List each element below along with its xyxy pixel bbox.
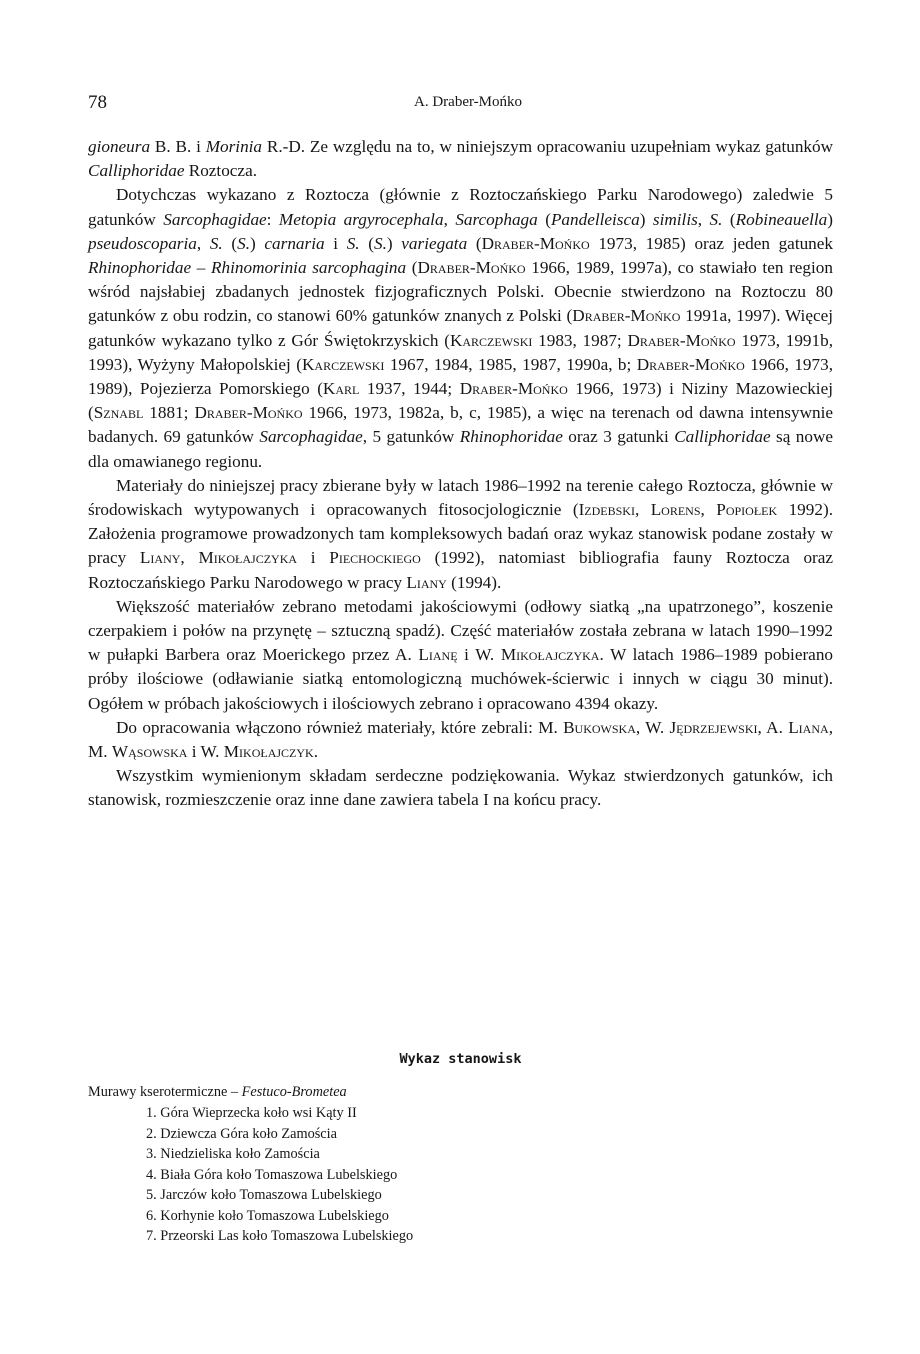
text-run: , M. (88, 717, 833, 762)
paragraph-3 (88, 474, 833, 595)
text-run: Materiały do niniejszej pracy zbierane były w latach 1986–1992 na terenie całego Roztocza, głównie w środowiskach wytypowanych i opracowanych fitosocjologicznie ( (88, 475, 833, 520)
text-run: , A. (757, 717, 789, 737)
text-run: : (266, 209, 279, 229)
text-run: , (697, 209, 710, 229)
list-item: 4. Biała Góra koło Tomaszowa Lubelskiego (146, 1166, 398, 1183)
paragraph-5 (88, 716, 833, 764)
text-run: ) (386, 233, 402, 253)
taxon-name: Sarcophagidae (163, 209, 267, 229)
text-run: . W latach 1986–1989 pobierano próby ilościowe (odławianie siatką entomologiczną muchówek-ścierwic i innych w ciągu 30 minut). Ogółem w próbach jakościowych i ilościowych zebrano i opracowano 4394 okazy. (88, 645, 834, 713)
section-title: Wykaz stanowisk (399, 1051, 522, 1067)
text-run: i (297, 548, 330, 568)
taxon-name: Robineauella (735, 209, 828, 229)
list-item: 5. Jarczów koło Tomaszowa Lubelskiego (146, 1187, 382, 1203)
text-run: ) (250, 233, 265, 253)
collector-name: Liana (788, 717, 829, 737)
sites-heading-text: Murawy kserotermiczne – (88, 1084, 242, 1100)
citation-author: Karl (322, 379, 360, 399)
text-run: Dotychczas wykazano z Roztocza (głównie z Roztoczańskiego Parku Narodowego) zaledwie 5 gatunków (88, 185, 833, 229)
citation-author: Lianę (418, 645, 458, 665)
text-run: ( (722, 209, 736, 229)
main-text (88, 135, 833, 813)
taxon-name: Rhinophoridae (88, 258, 192, 278)
citation-author: Izdebski (578, 500, 635, 520)
sites-heading (88, 1082, 833, 1103)
text-run: , (180, 548, 199, 568)
citation-author: Draber-Mońko (459, 379, 568, 399)
taxon-name: S. (346, 233, 360, 253)
citation-author: Draber-Mońko (481, 233, 590, 253)
citation-author: Popiołek (716, 500, 778, 520)
taxon-name: Calliphoridae (88, 161, 185, 181)
text-run: Do opracowania włączono również materiały, które zebrali: M. (116, 717, 564, 737)
list-item: 7. Przeorski Las koło Tomaszowa Lubelskiego (146, 1228, 414, 1244)
paragraph-6 (88, 764, 833, 812)
paragraph-1 (88, 135, 833, 183)
citation-author: Liany (406, 572, 447, 592)
text-run: oraz 3 gatunki (562, 427, 675, 447)
page-header (88, 92, 833, 118)
paragraph-4 (88, 595, 833, 716)
citation-author: Lorens (650, 500, 701, 520)
text-run: ( (467, 233, 482, 253)
sites-section (88, 1082, 833, 1247)
taxon-name: Morinia (205, 137, 263, 156)
taxon-name: Calliphoridae (674, 427, 771, 447)
citation-author: Liany (139, 548, 181, 568)
text-run: i W. (187, 742, 224, 762)
text-run: 1966, 1973, 1989), Pojezierza Pomorskiego ( (88, 354, 833, 399)
collector-name: Bukowska (563, 717, 636, 737)
text-run: Większość materiałów zebrano metodami jakościowymi (odłowy siatką „na upatrzonego”, koszenie czerpakiem i połów na przynętę – sztuczną spadź). Część materiałów została zebrana w latach 1990–1992 w pułapki Barbera oraz Moerickego przez A. (88, 596, 833, 665)
taxon-name: carnaria (264, 233, 325, 253)
taxon-name: S. (374, 233, 387, 253)
paragraph-2 (88, 183, 833, 473)
list-item: 1. Góra Wieprzecka koło wsi Kąty II (146, 1105, 357, 1121)
text-run: . (313, 742, 318, 762)
text-run: i W. (457, 645, 501, 665)
text-run: , (700, 500, 717, 520)
text-run: są nowe dla omawianego regionu. (88, 427, 834, 471)
taxon-name: pseudoscoparia (88, 233, 197, 253)
text-run: 1973, 1985) oraz jeden gatunek (589, 233, 833, 253)
taxon-name: Sarcophaga (455, 209, 538, 229)
text-run: i (324, 233, 347, 253)
text-run: ( (222, 233, 238, 253)
sites-list (88, 1103, 833, 1247)
taxon-name: Rhinomorinia sarcophagina (211, 258, 407, 278)
text-run: (1992), natomiast bibliografia fauny Roztocza oraz Roztoczańskiego Parku Narodowego w pracy (88, 548, 834, 592)
citation-author: Sznabl (93, 403, 144, 423)
sites-heading-taxon: Festuco-Brometea (241, 1084, 347, 1100)
text-run: 1966, 1989, 1997a), co stawiało ten region wśród najsłabiej zbadanych jednostek fizjograficznych Polski. Obecnie stwierdzono na Roztoczu 80 gatunków z obu rodzin, co stanowi 60% gatunków znanych z Polski ( (88, 258, 833, 326)
collector-name: Wąsowska (111, 742, 188, 762)
text-run: (1994). (446, 572, 502, 592)
text-run: , (196, 233, 210, 253)
taxon-name: S. (209, 233, 223, 253)
taxon-name: Pandelleisca (550, 209, 640, 229)
text-run: ) (639, 209, 653, 229)
citation-author: Draber-Mońko (627, 330, 736, 350)
collector-name: Mikołajczyk (223, 742, 314, 762)
text-run: 1983, 1987; (532, 330, 628, 350)
list-item: 2. Dziewcza Góra koło Zamościa (146, 1125, 337, 1142)
text-run: , (634, 500, 651, 520)
text-run: , W. (635, 717, 670, 737)
text-run: 1966, 1973) i Niziny Mazowieckiej ( (88, 379, 833, 423)
text-run: ( (406, 258, 418, 278)
citation-author: Draber-Mońko (194, 403, 303, 423)
citation-author: Draber-Mońko (572, 306, 681, 326)
text-run: , (443, 209, 456, 229)
taxon-name: similis (652, 209, 698, 229)
citation-author: Mikołajczyka (500, 645, 600, 665)
citation-author: Draber-Mońko (417, 258, 526, 278)
taxon-name: S. (709, 209, 723, 229)
text-run: 1937, 1944; (359, 379, 460, 399)
taxon-name: Sarcophagidae (259, 427, 363, 447)
citation-author: Karczewski (449, 330, 533, 350)
list-item: 3. Niedzieliska koło Zamościa (146, 1146, 320, 1162)
text-run: 1991a, 1997). Więcej gatunków wykazano tylko z Gór Świętokrzyskich ( (88, 306, 833, 350)
text-run: 1966, 1973, 1982a, b, c, 1985), a więc na terenach od dawna intensywnie badanych. 69 gatunków (88, 403, 833, 447)
taxon-name: gioneura (88, 137, 151, 156)
text-run: ) (827, 209, 834, 229)
text-run: 1992). Założenia programowe prowadzonych tam kompleksowych badań oraz wykaz stanowisk podane zostały w pracy (88, 500, 833, 568)
text-run: Wszystkim wymienionym składam serdeczne podziękowania. Wykaz stwierdzonych gatunków, ich stanowisk, rozmieszczenie oraz inne dane zawiera tabela I na końcu pracy. (88, 766, 833, 810)
text-run: Roztocza. (184, 161, 257, 181)
text-run: 1967, 1984, 1985, 1987, 1990a, b; (384, 354, 637, 374)
citation-author: Draber-Mońko (636, 354, 745, 374)
text-run: R.-D. Ze względu na to, w niniejszym opracowaniu uzupełniam wykaz gatunków (262, 137, 834, 156)
text-run: , 5 gatunków (362, 427, 460, 447)
text-run: ( (537, 209, 551, 229)
list-item: 6. Korhynie koło Tomaszowa Lubelskiego (146, 1207, 389, 1224)
taxon-name: Metopia argyrocephala (278, 209, 444, 229)
collector-name: Jędrzejewski (669, 717, 758, 737)
citation-author: Piechockiego (329, 548, 421, 568)
text-run: – (191, 258, 212, 278)
citation-author: Karczewski (301, 354, 385, 374)
citation-author: Mikołajczyka (198, 548, 298, 568)
taxon-name: Rhinophoridae (459, 427, 563, 447)
text-run: B. B. i (150, 137, 206, 156)
text-run: ( (359, 233, 374, 253)
text-run: 1973, 1991b, 1993), Wyżyny Małopolskiej ( (88, 330, 834, 374)
text-run: 1881; (143, 403, 195, 423)
page-number: 78 (88, 92, 107, 113)
running-head-author: A. Draber-Mońko (414, 94, 523, 110)
taxon-name: variegata (401, 233, 468, 253)
taxon-name: S. (237, 233, 251, 253)
